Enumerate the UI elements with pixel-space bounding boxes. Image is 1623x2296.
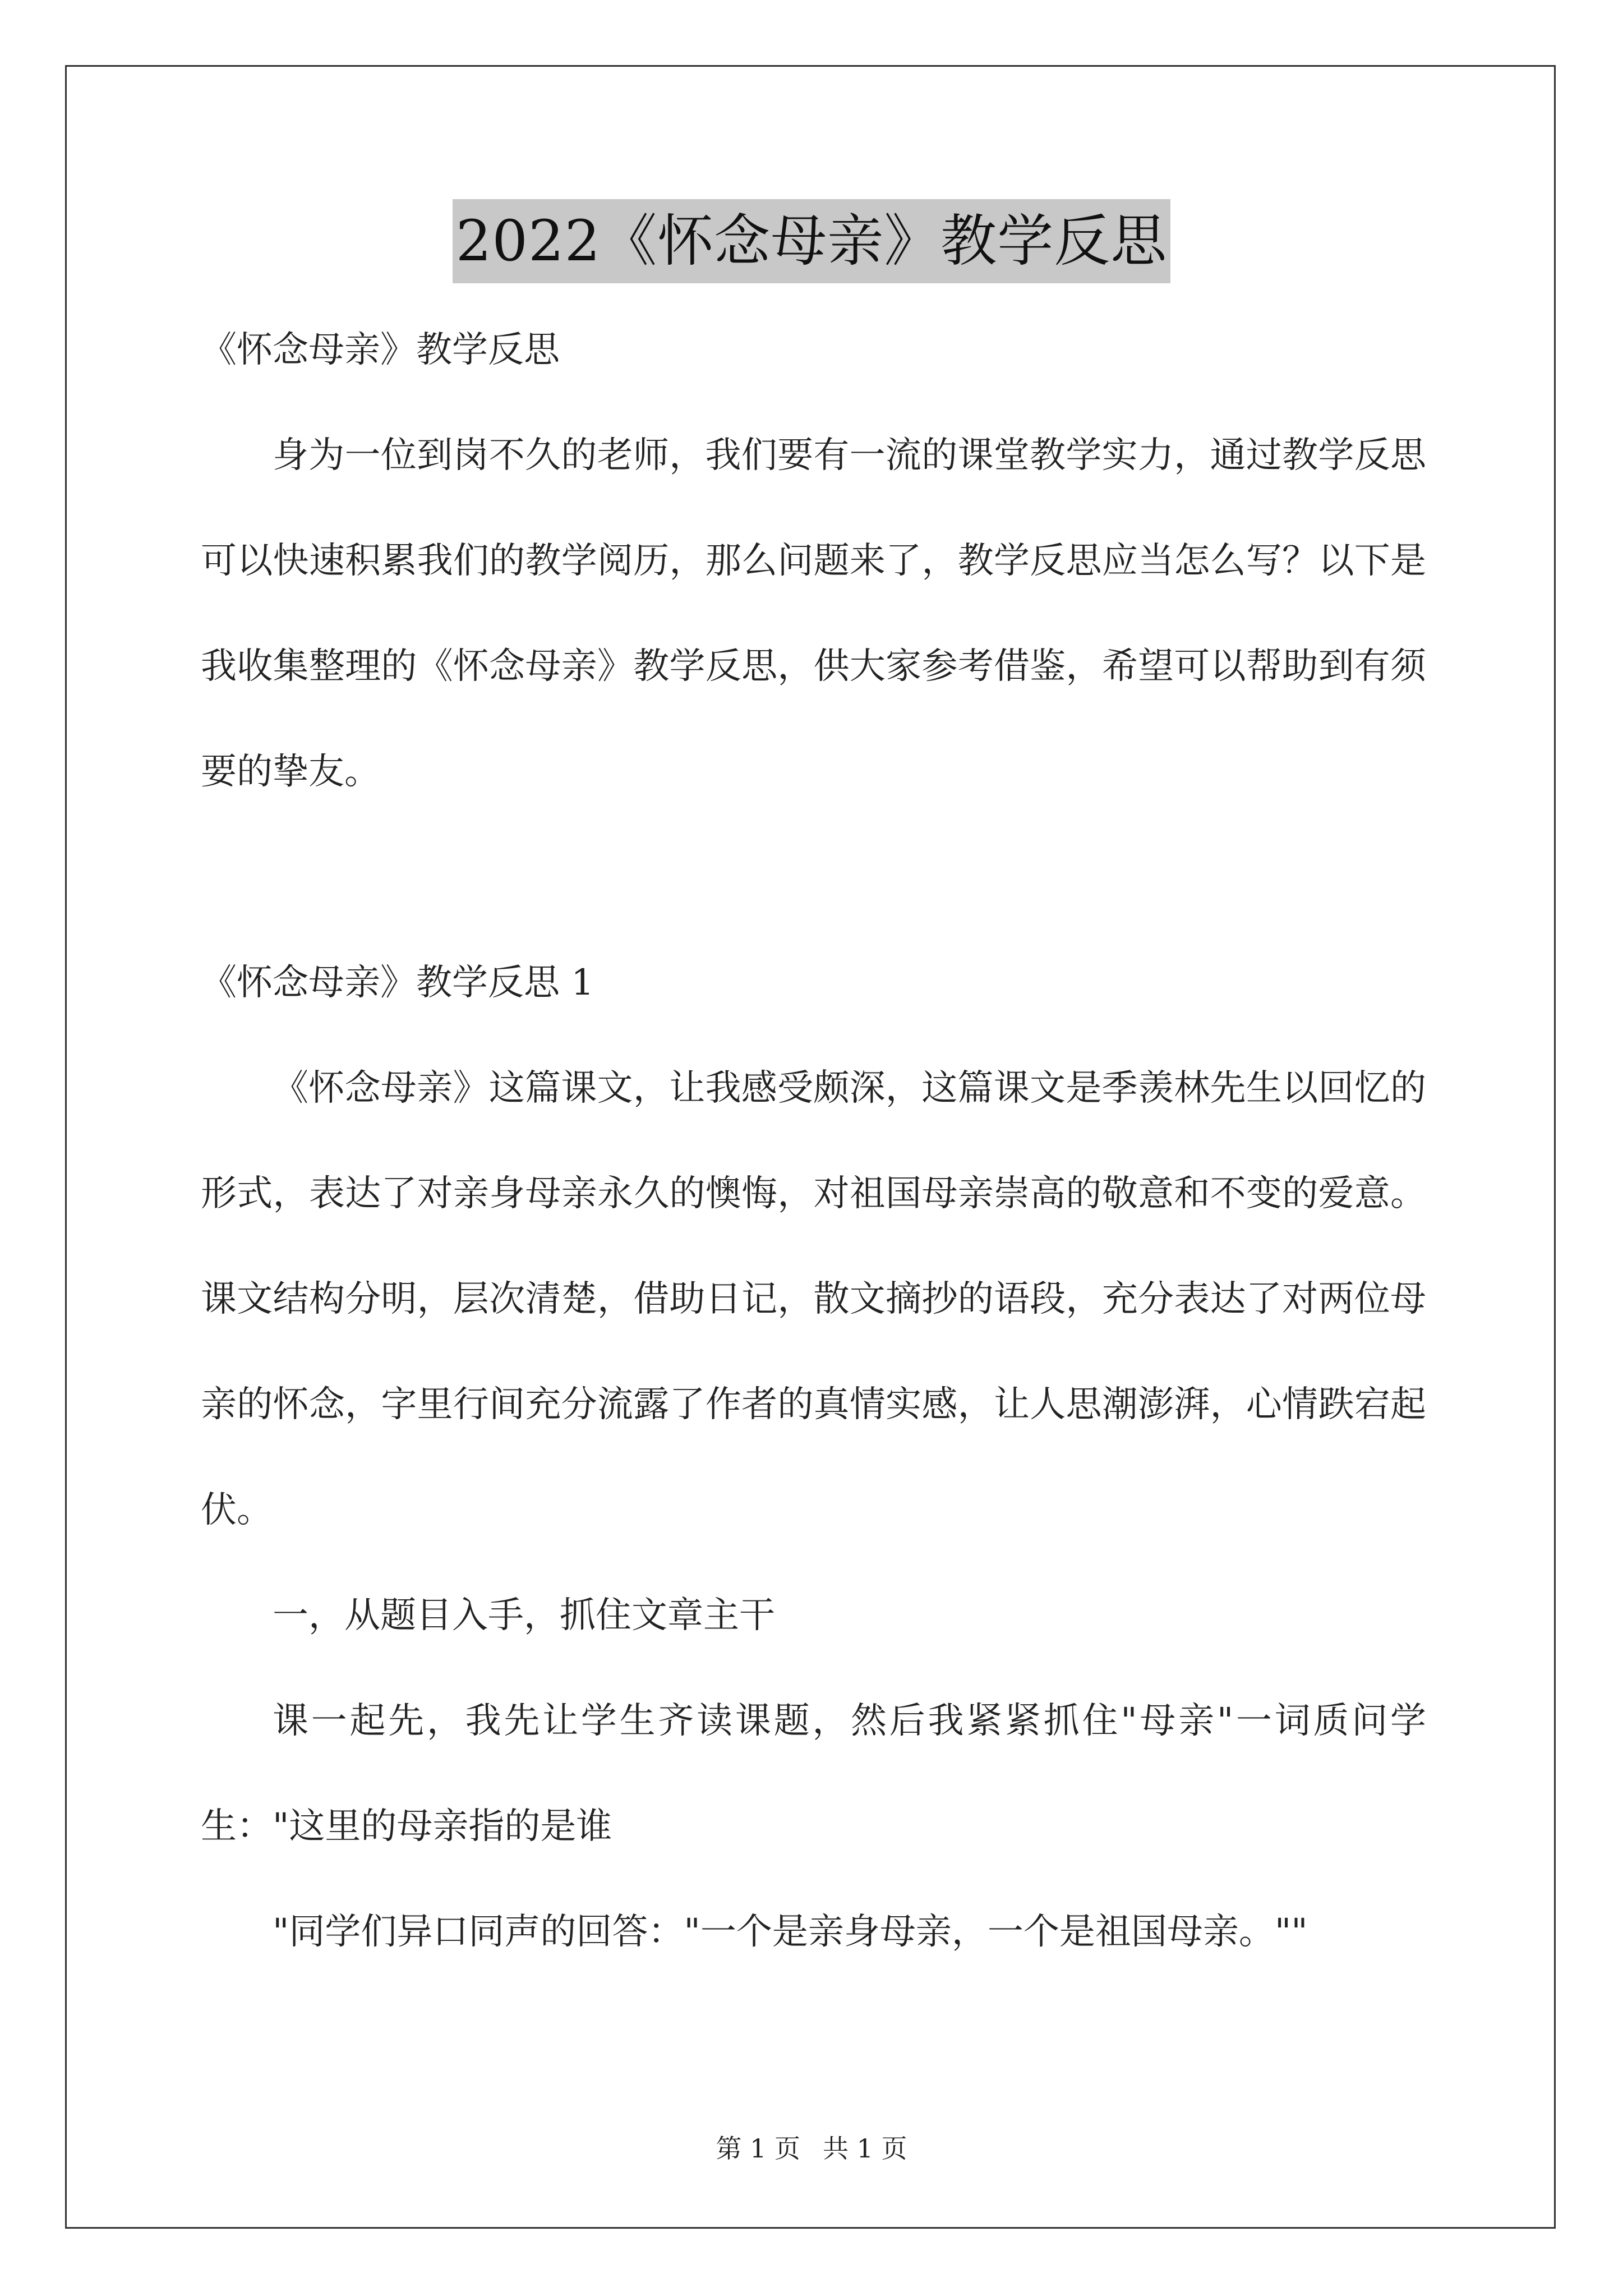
section-heading: 《怀念母亲》教学反思 — [201, 329, 560, 371]
section-heading-1: 《怀念母亲》教学反思 1 — [201, 962, 594, 1004]
document-title: 2022《怀念母亲》教学反思 — [453, 199, 1171, 283]
document-body — [201, 297, 1426, 1985]
page-number: 第 1 页 — [716, 2133, 800, 2164]
body-paragraph: 课一起先，我先让学生齐读课题，然后我紧紧抓住"母亲"一词质问学生："这里的母亲指的是谁 — [201, 1700, 1426, 1847]
body-paragraph: "同学们异口同声的回答："一个是亲身母亲，一个是祖国母亲。"" — [273, 1911, 1308, 1953]
intro-paragraph: 身为一位到岗不久的老师，我们要有一流的课堂教学实力，通过教学反思可以快速积累我们的教学阅历，那么问题来了，教学反思应当怎么写？以下是我收集整理的《怀念母亲》教学反思，供大家参考借鉴，希望可以帮助到有须要的挚友。 — [201, 435, 1426, 793]
subheading-paragraph: 一，从题目入手，抓住文章主干 — [273, 1595, 775, 1636]
title-container — [0, 199, 1623, 283]
page-footer — [0, 2132, 1623, 2165]
body-paragraph: 《怀念母亲》这篇课文，让我感受颇深，这篇课文是季羡林先生以回忆的形式，表达了对亲身母亲永久的懊悔，对祖国母亲崇高的敬意和不变的爱意。课文结构分明，层次清楚，借助日记，散文摘抄的语段，充分表达了对两位母亲的怀念，字里行间充分流露了作者的真情实感，让人思潮澎湃，心情跌宕起伏。 — [201, 1068, 1426, 1531]
page-total: 共 1 页 — [823, 2133, 907, 2164]
